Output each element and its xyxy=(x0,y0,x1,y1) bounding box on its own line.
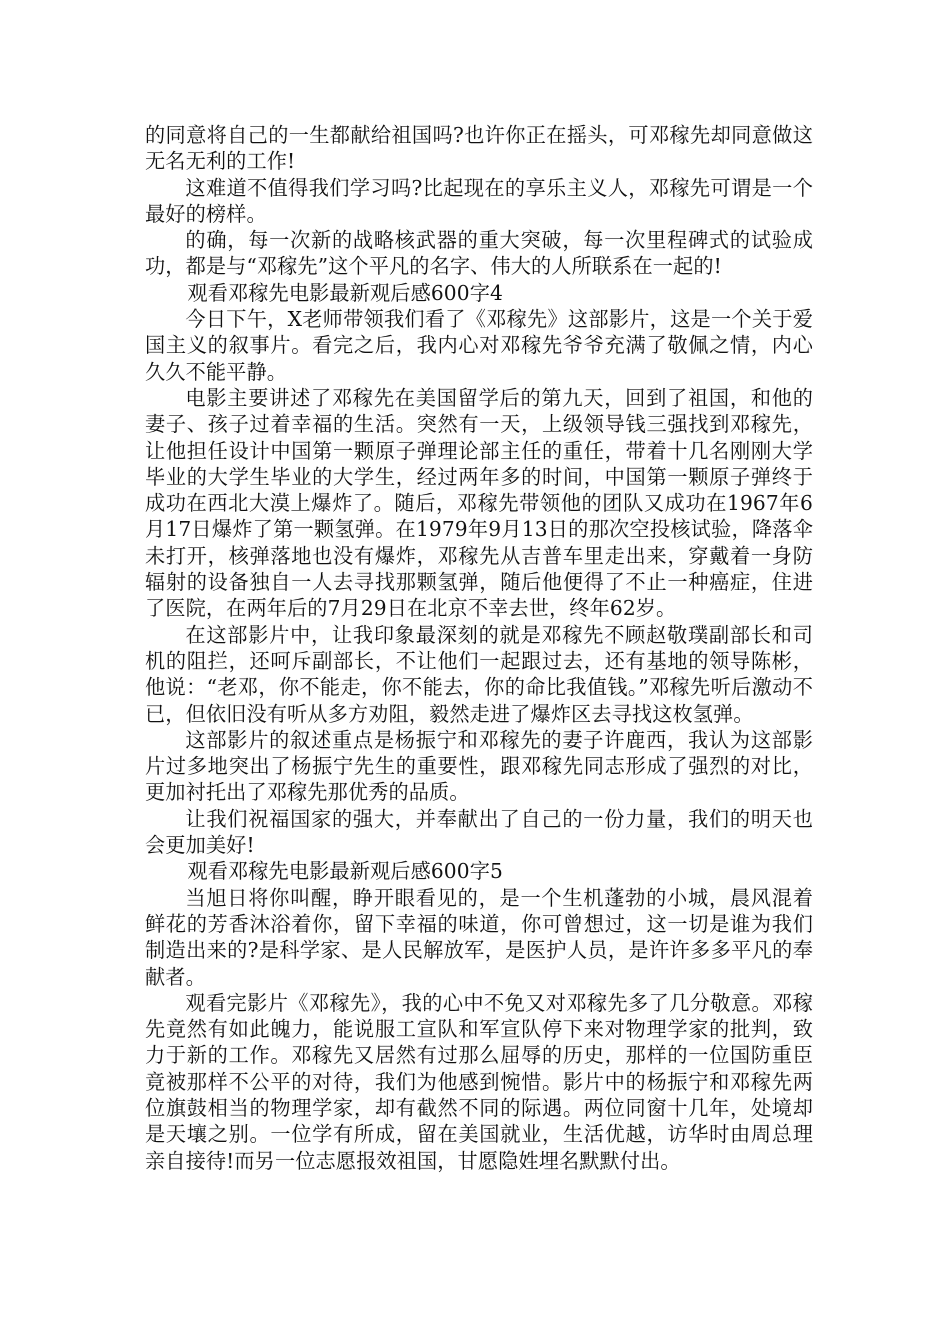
paragraph: 今日下午，X老师带领我们看了《邓稼先》这部影片，这是一个关于爱国主义的叙事片。看完之后，我内心对邓稼先爷爷充满了敬佩之情，内心久久不能平静。 xyxy=(145,307,813,384)
paragraph: 这难道不值得我们学习吗?比起现在的享乐主义人，邓稼先可谓是一个最好的榜样。 xyxy=(145,175,813,226)
paragraph: 观看完影片《邓稼先》，我的心中不免又对邓稼先多了几分敬意。邓稼先竟然有如此魄力，能说服工宣队和军宣队停下来对物理学家的批判，致力于新的工作。邓稼先又居然有过那么屈辱的历史，那样的一位国防重臣竟被那样不公平的对待，我们为他感到惋惜。影片中的杨振宁和邓稼先两位旗鼓相当的物理学家，却有截然不同的际遇。两位同窗十几年，处境却是天壤之别。一位学有所成，留在美国就业，生活优越，访华时由周总理亲自接待!而另一位志愿报效祖国，甘愿隐姓埋名默默付出。 xyxy=(145,990,813,1173)
section-heading: 观看邓稼先电影最新观后感600字5 xyxy=(187,859,503,884)
paragraph: 的确，每一次新的战略核武器的重大突破，每一次里程碑式的试验成功，都是与“邓稼先”这个平凡的名字、伟大的人所联系在一起的! xyxy=(145,228,813,279)
paragraph: 在这部影片中，让我印象最深刻的就是邓稼先不顾赵敬璞副部长和司机的阻拦，还呵斥副部长，不让他们一起跟过去，还有基地的领导陈彬，他说：“老邓，你不能走，你不能去，你的命比我值钱。”邓稼先听后激动不已，但依旧没有听从多方劝阻，毅然走进了爆炸区去寻找这枚氢弹。 xyxy=(145,622,813,726)
paragraph: 当旭日将你叫醒，睁开眼看见的，是一个生机蓬勃的小城，晨风混着鲜花的芳香沐浴着你，留下幸福的味道，你可曾想过，这一切是谁为我们制造出来的?是科学家、是人民解放军，是医护人员，是许许多多平凡的奉献者。 xyxy=(145,885,813,989)
paragraph: 这部影片的叙述重点是杨振宁和邓稼先的妻子许鹿西，我认为这部影片过多地突出了杨振宁先生的重要性，跟邓稼先同志形成了强烈的对比，更加衬托出了邓稼先那优秀的品质。 xyxy=(145,727,813,805)
paragraph: 电影主要讲述了邓稼先在美国留学后的第九天，回到了祖国，和他的妻子、孩子过着幸福的生活。突然有一天，上级领导钱三强找到邓稼先，让他担任设计中国第一颗原子弹理论部主任的重任，带着十几名刚刚大学毕业的大学生毕业的大学生，经过两年多的时间，中国第一颗原子弹终于成功在西北大漠上爆炸了。随后，邓稼先带领他的团队又成功在1967年6月17日爆炸了第一颗氢弹。在1979年9月13日的那次空投核试验，降落伞未打开，核弹落地也没有爆炸，邓稼先从吉普车里走出来，穿戴着一身防辐射的设备独自一人去寻找那颗氢弹，随后他便得了不止一种癌症，住进了医院，在两年后的7月29日在北京不幸去世，终年62岁。 xyxy=(145,385,813,621)
section-heading: 观看邓稼先电影最新观后感600字4 xyxy=(187,280,503,305)
document-body xyxy=(145,122,813,1174)
paragraph: 让我们祝福国家的强大，并奉献出了自己的一份力量，我们的明天也会更加美好! xyxy=(145,806,813,858)
paragraph-continuation: 的同意将自己的一生都献给祖国吗?也许你正在摇头，可邓稼先却同意做这无名无利的工作! xyxy=(145,123,813,174)
